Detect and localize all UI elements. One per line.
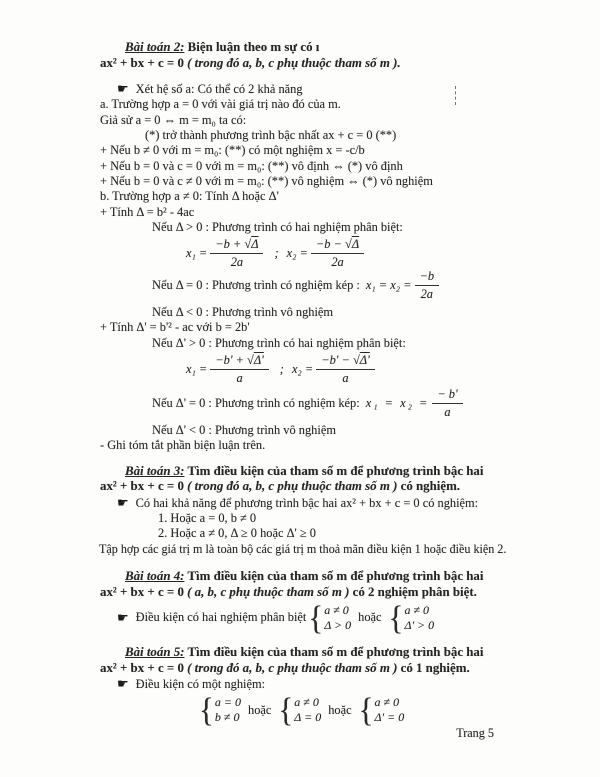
problem-3-label: Bài toán 3: (125, 463, 185, 478)
condition-bottom: Δ > 0 (324, 617, 352, 632)
body-line (100, 159, 544, 174)
math-text: x₁ = x₂ = (365, 278, 412, 292)
fraction-numerator: − b' (432, 387, 462, 404)
body-text: Nếu Δ' > 0 : Phương trình có hai nghiệm phân biệt: (152, 335, 406, 350)
formula-two-roots-delta (186, 235, 544, 272)
math-text: x₁ = (186, 362, 208, 377)
condition-bottom: Δ' = 0 (374, 710, 405, 725)
radicand: Δ (251, 237, 259, 252)
problem-4-label: Bài toán 4: (125, 569, 185, 584)
condition-system (278, 690, 322, 729)
problem-5-equation-line (100, 661, 544, 677)
body-text: (*) trở thành phương trình bậc nhất ax + c = 0 (**) (145, 128, 397, 143)
one-root-condition-row (197, 690, 544, 729)
body-text: + Nếu b ≠ 0 với m = m₀: (**) có một nghiệm x = -c/b (100, 143, 365, 158)
condition-top: a ≠ 0 (374, 695, 400, 710)
equation-conclusion: có nghiệm. (400, 479, 461, 494)
problem-2-title-line (125, 40, 544, 56)
condition-system (358, 690, 405, 729)
math-text: −b' + √ (215, 353, 254, 368)
equation-note: ( a, b, c phụ thuộc tham số m ) (183, 584, 353, 599)
body-line-with-fraction (152, 388, 544, 419)
fraction (311, 237, 364, 270)
body-line (100, 189, 544, 204)
condition-system (308, 598, 352, 637)
body-line (100, 320, 544, 335)
problem-3-title-line (125, 464, 544, 480)
body-line (117, 495, 544, 511)
condition-top: a ≠ 0 (324, 602, 349, 617)
condition-system (388, 598, 435, 637)
math-text: x₁ = (186, 246, 208, 261)
body-text: + Tính Δ = b² - 4ac (100, 204, 195, 219)
body-line (152, 423, 544, 438)
math-text: x₂ = (286, 246, 308, 261)
body-text: Nếu Δ > 0 : Phương trình có hai nghiệm phân biệt: (152, 219, 403, 234)
body-text: 2. Hoặc a ≠ 0, Δ ≥ 0 hoặc Δ' ≥ 0 (158, 526, 316, 541)
section-problem-5 (100, 645, 544, 727)
body-line (99, 542, 544, 557)
body-text: Nếu Δ < 0 : Phương trình vô nghiệm (152, 305, 334, 320)
left-brace: { (388, 598, 404, 637)
problem-3-equation-line (100, 479, 544, 495)
body-text: - Ghi tóm tắt phần biện luận trên. (100, 438, 266, 453)
equation-note: ( trong đó a, b, c phụ thuộc tham số m ). (183, 55, 401, 70)
body-line (100, 174, 544, 189)
scan-artifact-mark (455, 86, 456, 105)
body-text: + Tính Δ' = b'² - ac với b = 2b' (100, 320, 250, 335)
condition-top: a = 0 (214, 695, 241, 710)
body-line (100, 113, 544, 128)
fraction (210, 353, 269, 386)
radicand: Δ (351, 237, 360, 252)
left-brace: { (278, 690, 294, 729)
condition-system (199, 690, 241, 729)
fraction-denominator: a (342, 371, 349, 386)
body-line (152, 305, 544, 320)
equation-text: ax² + bx + c = 0 (100, 584, 184, 599)
problem-2-title-text: Biện luận theo m sự có ı (184, 40, 320, 54)
page-number: Trang 5 (456, 726, 494, 740)
body-line (100, 205, 544, 220)
body-text: Tập hợp các giá trị m là toàn bộ các giá trị m thoả mãn điều kiện 1 hoặc điều kiện 2. (99, 541, 507, 556)
body-text: Nếu Δ' < 0 : Phương trình vô nghiệm (152, 423, 336, 438)
or-connector: hoặc (328, 702, 352, 717)
formula-two-roots-delta-prime (186, 351, 544, 388)
left-brace: { (358, 690, 374, 729)
fraction-denominator: 2a (420, 287, 433, 302)
left-brace: { (308, 598, 324, 637)
fraction-numerator: −b (415, 269, 440, 286)
body-line (117, 676, 544, 692)
radicand: Δ' (359, 353, 370, 368)
section-problem-4 (100, 569, 544, 635)
body-line (100, 438, 544, 453)
section-problem-3 (100, 464, 544, 557)
body-text: + Nếu b = 0 và c = 0 với m = m₀: (**) vô định ⇔ (*) vô định (100, 158, 403, 173)
math-text: −b − √ (315, 237, 352, 252)
separator: ; (274, 246, 279, 261)
condition-bottom: Δ = 0 (294, 710, 322, 725)
condition-top: a ≠ 0 (404, 602, 430, 617)
math-text: x₂ = (291, 362, 314, 377)
problem-3-title-text: Tìm điều kiện của tham số m để phương trình bậc hai (184, 463, 484, 478)
body-line (117, 81, 544, 97)
fraction (210, 237, 263, 270)
problem-2-equation-line (100, 56, 544, 72)
pointing-hand-icon: ☛ (117, 610, 129, 626)
fraction-denominator: 2a (230, 255, 244, 270)
section-problem-2 (100, 40, 544, 454)
fraction-numerator (316, 353, 375, 370)
body-text: Nếu Δ = 0 : Phương trình có nghiệm kép : (152, 278, 360, 292)
body-line (152, 336, 544, 351)
pointing-hand-icon: ☛ (117, 494, 129, 510)
equation-text: ax² + bx + c = 0 (100, 55, 184, 70)
body-line (100, 97, 544, 112)
body-text: Điều kiện có hai nghiệm phân biệt (135, 610, 307, 625)
body-text: + Nếu b = 0 và c ≠ 0 với m = m₀: (**) vô nghiệm ⇔ (*) vô nghiệm (100, 173, 433, 188)
body-text: Có hai khả năng để phương trình bậc hai ax² + bx + c = 0 có nghiệm: (135, 495, 479, 510)
fraction-numerator (210, 237, 263, 254)
equation-text: ax² + bx + c = 0 (100, 479, 184, 494)
condition-bottom: Δ' > 0 (404, 617, 435, 632)
math-text: −b' − √ (321, 353, 360, 368)
pointing-hand-icon: ☛ (117, 676, 129, 692)
body-text: a. Trường hợp a = 0 với vài giá trị nào đó của m. (100, 97, 341, 112)
body-line (100, 143, 544, 158)
equation-conclusion: có 1 nghiệm. (400, 660, 470, 675)
problem-2-label: Bài toán 2: (125, 40, 185, 54)
radicand: Δ' (253, 353, 264, 368)
body-text: Nếu Δ' = 0 : Phương trình có nghiệm kép: (152, 395, 360, 410)
problem-2-header (100, 40, 544, 71)
body-text: Giả sử a = 0 ⇔ m = m₀ ta có: (100, 112, 247, 127)
equation-note: ( trong đó a, b, c phụ thuộc tham số m ) (183, 660, 401, 675)
body-line (152, 220, 544, 235)
pointing-hand-icon: ☛ (117, 81, 129, 97)
body-line (145, 128, 544, 143)
body-line (158, 511, 544, 526)
fraction (415, 269, 440, 303)
fraction-denominator: a (444, 405, 451, 420)
or-connector: hoặc (248, 702, 272, 717)
problem-5-label: Bài toán 5: (125, 645, 185, 660)
problem-5-title-text: Tìm điều kiện của tham số m để phương trình bậc hai (184, 645, 484, 660)
fraction-denominator: a (236, 371, 243, 386)
math-text: −b + √ (215, 237, 252, 252)
body-text: 1. Hoặc a = 0, b ≠ 0 (158, 511, 257, 526)
condition-bottom: b ≠ 0 (214, 710, 240, 725)
fraction-numerator (311, 237, 364, 254)
condition-top: a ≠ 0 (294, 695, 319, 710)
body-line-with-fraction (152, 268, 544, 302)
two-roots-condition-row (117, 600, 544, 635)
fraction (432, 387, 462, 421)
math-text: x₁ = x₂ = (365, 395, 430, 410)
or-connector: hoặc (358, 610, 382, 625)
left-brace: { (199, 690, 214, 729)
body-text: Điều kiện có một nghiệm: (135, 677, 266, 692)
body-text: Xét hệ số a: Có thể có 2 khả năng (135, 82, 303, 97)
problem-4-title-text: Tìm điều kiện của tham số m để phương trình bậc hai (184, 569, 484, 584)
fraction (316, 353, 375, 386)
equation-note: ( trong đó a, b, c phụ thuộc tham số m ) (183, 479, 401, 494)
equation-text: ax² + bx + c = 0 (100, 660, 184, 675)
fraction-numerator (210, 353, 269, 370)
equation-conclusion: có 2 nghiệm phân biệt. (352, 584, 477, 599)
fraction-denominator: 2a (331, 255, 344, 270)
separator: ; (279, 362, 284, 377)
problem-5-title-line (125, 645, 544, 661)
body-text: b. Trường hợp a ≠ 0: Tính Δ hoặc Δ' (100, 189, 279, 204)
problem-4-title-line (125, 569, 544, 585)
body-line (158, 526, 544, 541)
